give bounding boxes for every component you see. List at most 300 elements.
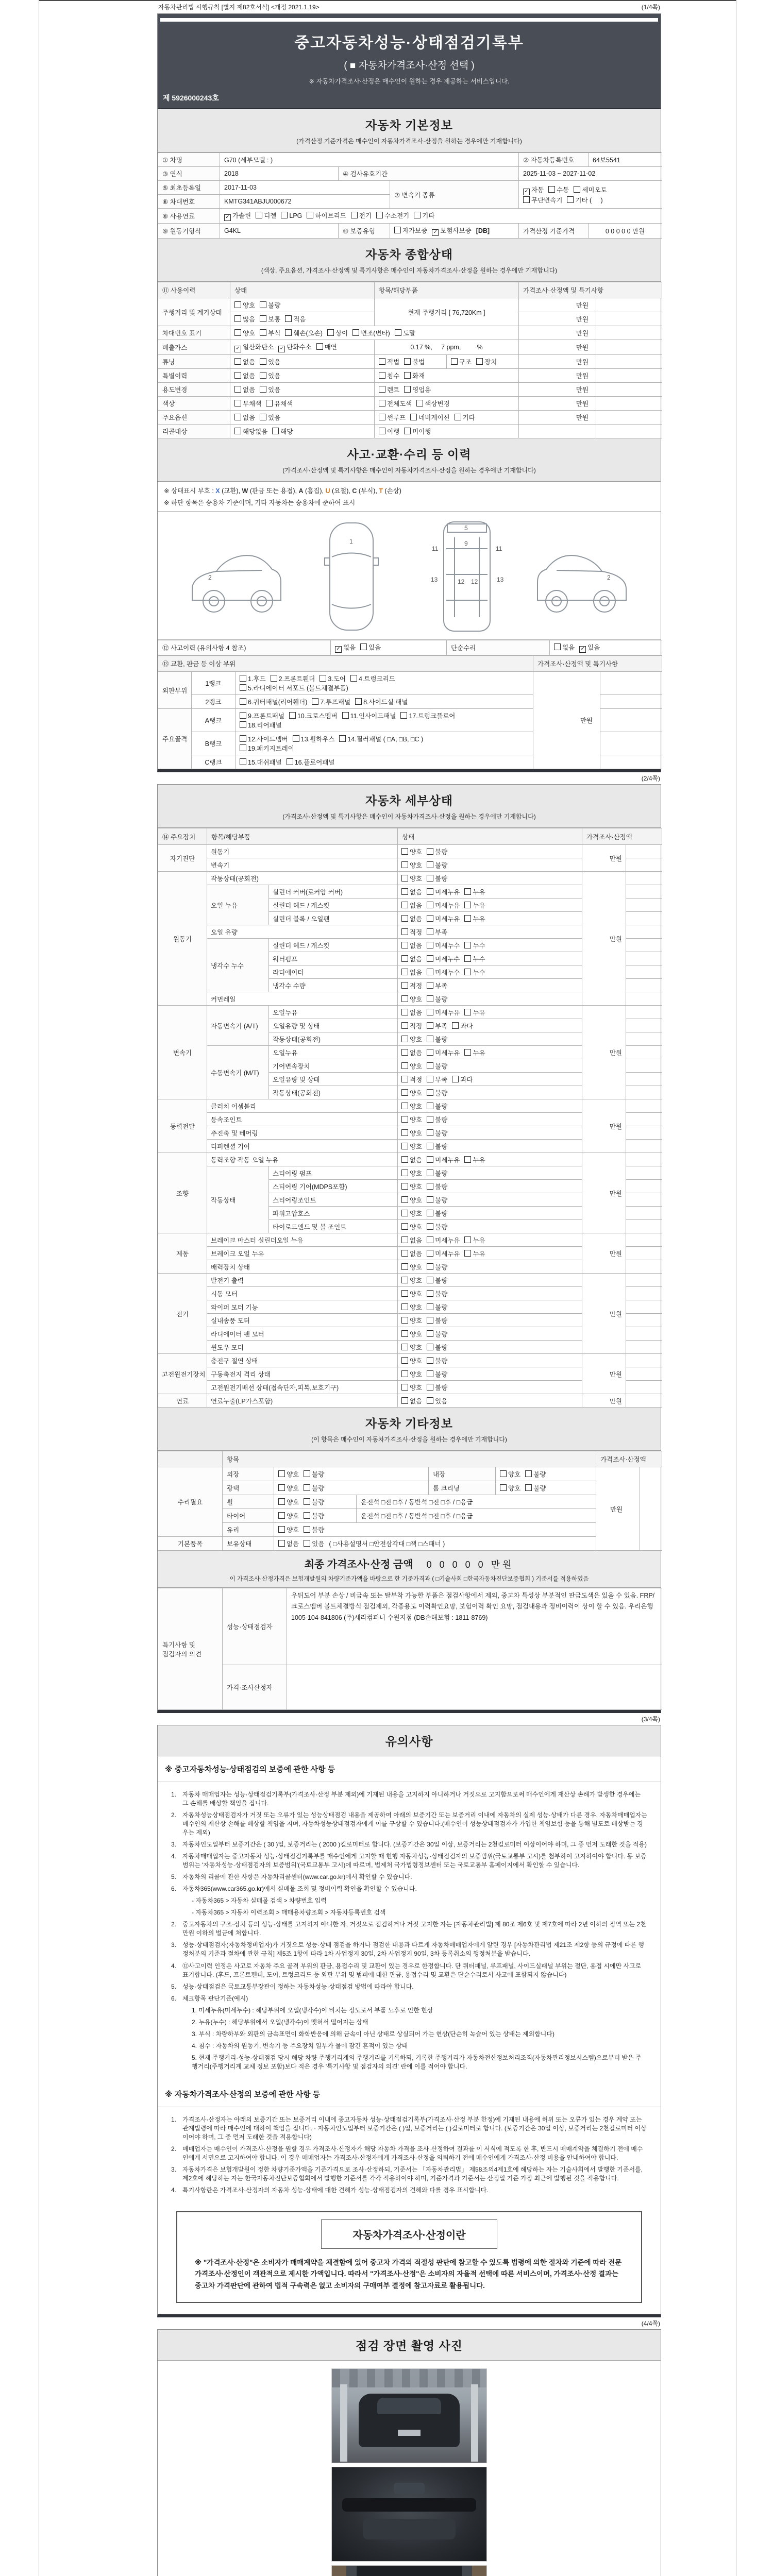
checkbox-영업용[interactable]: 영업용 bbox=[404, 385, 431, 394]
checkbox-불량[interactable]: 불량 bbox=[427, 1343, 447, 1352]
checkbox-누수[interactable]: 누수 bbox=[464, 954, 485, 963]
checkbox-적정[interactable]: 적정 bbox=[401, 927, 422, 937]
part-name: 브레이크 오일 누유 bbox=[207, 1247, 398, 1260]
price-cell[interactable]: 만원 bbox=[519, 340, 596, 355]
notes-cell[interactable] bbox=[596, 425, 662, 438]
notes-cell[interactable] bbox=[626, 1032, 662, 1046]
price-cell[interactable]: 만원 bbox=[519, 411, 596, 425]
checkbox-불량[interactable]: 불량 bbox=[427, 1356, 447, 1365]
checkbox-불량[interactable]: 불량 bbox=[427, 1128, 447, 1138]
checkbox-불량[interactable]: 불량 bbox=[427, 1195, 447, 1205]
checkbox-양호[interactable]: 양호 bbox=[401, 847, 422, 856]
checkbox-과다[interactable]: 과다 bbox=[452, 1021, 473, 1030]
checkbox-양호[interactable]: 양호 bbox=[401, 1356, 422, 1365]
checkbox-양호[interactable]: 양호 bbox=[500, 1483, 520, 1493]
checkbox-불량[interactable]: 불량 bbox=[304, 1525, 324, 1534]
checkbox-8.사이드실 패널[interactable]: 8.사이드실 패널 bbox=[355, 697, 408, 706]
document-subtitle: ( ■ 자동차가격조사·산정 선택 ) bbox=[344, 60, 475, 71]
checkbox-양호[interactable]: 양호 bbox=[401, 1128, 422, 1138]
checkbox-양호[interactable]: 양호 bbox=[401, 1222, 422, 1231]
checkbox-불량[interactable]: 불량 bbox=[427, 1035, 447, 1044]
notes-cell[interactable] bbox=[596, 369, 662, 383]
checkbox-18.리어패널[interactable]: 18.리어패널 bbox=[240, 720, 282, 730]
checkbox-수소전기[interactable]: 수소전기 bbox=[376, 211, 409, 220]
inspection-photo-3[interactable] bbox=[331, 2565, 487, 2576]
notes-cell[interactable] bbox=[626, 1394, 662, 1408]
notes-cell[interactable] bbox=[626, 925, 662, 939]
checkbox-불량[interactable]: 불량 bbox=[304, 1511, 324, 1520]
notes-cell[interactable] bbox=[626, 992, 662, 1006]
checkbox-장치[interactable]: 장치 bbox=[476, 357, 497, 366]
checkbox-불량[interactable]: 불량 bbox=[427, 874, 447, 883]
notes-cell[interactable] bbox=[600, 732, 662, 755]
car-side-right-diagram[interactable] bbox=[531, 517, 634, 636]
car-name-value[interactable]: G70 (세부모델 : ) bbox=[220, 153, 519, 167]
notes-cell[interactable] bbox=[626, 1180, 662, 1193]
checkbox-없음[interactable]: 없음 bbox=[401, 914, 422, 923]
price-cell[interactable]: 만원 bbox=[533, 672, 600, 769]
checkbox-6.쿼터패널(리어휀더)[interactable]: 6.쿼터패널(리어휀더) bbox=[240, 697, 307, 706]
emission-values[interactable]: 0.17 %, 7 ppm, % bbox=[375, 340, 519, 355]
checkbox-보통[interactable]: 보통 bbox=[260, 314, 280, 324]
checkbox-하이브리드[interactable]: 하이브리드 bbox=[307, 211, 346, 220]
checkbox-있음[interactable]: 있음 bbox=[260, 413, 280, 422]
checkbox-자가보증[interactable]: 자가보증 bbox=[394, 226, 427, 235]
car-side-left-diagram[interactable] bbox=[184, 517, 288, 636]
notes-cell[interactable] bbox=[626, 979, 662, 992]
checkbox-5.라디에이터 서포트 (볼트체결부품)[interactable]: 5.라디에이터 서포트 (볼트체결부품) bbox=[240, 683, 348, 692]
checkbox-불량[interactable]: 불량 bbox=[427, 1316, 447, 1325]
checkbox-불량[interactable]: 불량 bbox=[427, 1088, 447, 1097]
checkbox-탄화수소[interactable]: ✓ 탄화수소 bbox=[278, 342, 311, 352]
notes-cell[interactable] bbox=[600, 755, 662, 769]
notes-cell[interactable] bbox=[626, 1019, 662, 1032]
price-cell[interactable]: 만원 bbox=[519, 355, 596, 369]
year-value[interactable]: 2018 bbox=[220, 167, 339, 181]
checkbox-불량[interactable]: 불량 bbox=[427, 1262, 447, 1272]
checkbox-미세누유[interactable]: 미세누유 bbox=[427, 1235, 460, 1245]
checkbox-부족[interactable]: 부족 bbox=[427, 927, 447, 937]
checkbox-있음[interactable]: 있음 bbox=[427, 1396, 447, 1405]
part-name: 작동상태(공회전) bbox=[269, 1086, 398, 1099]
checkbox-불량[interactable]: 불량 bbox=[427, 1101, 447, 1111]
price-cell[interactable]: 만원 bbox=[582, 1394, 626, 1408]
notes-cell[interactable] bbox=[626, 885, 662, 899]
checkbox-양호[interactable]: 양호 bbox=[278, 1511, 299, 1520]
checkbox-없음[interactable]: 없음 bbox=[401, 968, 422, 977]
checkbox-양호[interactable]: 양호 bbox=[278, 1497, 299, 1506]
checkbox-적음[interactable]: 적음 bbox=[285, 314, 306, 324]
price-cell[interactable]: 만원 bbox=[582, 1354, 626, 1394]
price-cell[interactable]: 만원 bbox=[582, 872, 626, 1006]
checkbox-있음[interactable]: 있음 bbox=[360, 642, 381, 652]
checkbox-누유[interactable]: 누유 bbox=[464, 1048, 485, 1057]
checkbox-기타 ( )[interactable]: 기타 ( ) bbox=[567, 195, 602, 205]
checkbox-양호[interactable]: 양호 bbox=[401, 1061, 422, 1071]
checkbox-무채색[interactable]: 무채색 bbox=[234, 399, 261, 408]
notes-cell[interactable] bbox=[626, 1086, 662, 1099]
checkbox-없음[interactable]: 없음 bbox=[401, 887, 422, 896]
notes-cell[interactable] bbox=[626, 1099, 662, 1113]
notes-cell[interactable] bbox=[626, 1166, 662, 1180]
checkbox-누수[interactable]: 누수 bbox=[464, 941, 485, 950]
checkbox-없음[interactable]: 없음 bbox=[401, 1048, 422, 1057]
checkbox-LPG[interactable]: LPG bbox=[281, 212, 302, 219]
checkbox-누유[interactable]: 누유 bbox=[464, 887, 485, 896]
vin-mark-label: 차대번호 표기 bbox=[158, 326, 230, 340]
notes-cell[interactable] bbox=[626, 1046, 662, 1059]
engine-type-value[interactable]: G4KL bbox=[220, 224, 339, 239]
checkbox-불법[interactable]: 불법 bbox=[404, 357, 425, 366]
notes-cell[interactable] bbox=[626, 1233, 662, 1247]
checkbox-불량[interactable]: 불량 bbox=[427, 1182, 447, 1191]
notes-cell[interactable] bbox=[626, 1367, 662, 1381]
inspection-photo-2[interactable] bbox=[331, 2467, 487, 2562]
checkbox-없음[interactable]: 없음 bbox=[401, 1155, 422, 1164]
price-cell[interactable]: 만원 bbox=[582, 1006, 626, 1099]
notes-cell[interactable] bbox=[626, 952, 662, 965]
price-cell[interactable]: 만원 bbox=[582, 845, 626, 872]
checkbox-불량[interactable]: 불량 bbox=[427, 1329, 447, 1338]
checkbox-불량[interactable]: 불량 bbox=[427, 860, 447, 870]
notes-cell[interactable] bbox=[626, 1006, 662, 1019]
checkbox-무단변속기[interactable]: 무단변속기 bbox=[523, 195, 562, 205]
checkbox-양호[interactable]: 양호 bbox=[401, 1262, 422, 1272]
notes-cell[interactable] bbox=[626, 1247, 662, 1260]
appraiser-opinion[interactable] bbox=[287, 1665, 662, 1710]
checkbox-미세누유[interactable]: 미세누유 bbox=[427, 1048, 460, 1057]
notes-cell[interactable] bbox=[626, 1314, 662, 1327]
checkbox-미세누유[interactable]: 미세누유 bbox=[427, 1249, 460, 1258]
checkbox-양호[interactable]: 양호 bbox=[401, 994, 422, 1004]
final-price-value[interactable]: 0 0 0 0 0 만원 bbox=[426, 1560, 514, 1570]
checkbox-양호[interactable]: 양호 bbox=[401, 1316, 422, 1325]
checkbox-세미오토[interactable]: 세미오토 bbox=[574, 185, 607, 194]
checkbox-전체도색[interactable]: 전체도색 bbox=[379, 399, 412, 408]
checkbox-전기[interactable]: 전기 bbox=[351, 211, 372, 220]
checkbox-15.대쉬패널[interactable]: 15.대쉬패널 bbox=[240, 757, 282, 767]
checkbox-양호[interactable]: 양호 bbox=[234, 328, 255, 337]
checkbox-14.필러패널 ( □A, □B, □C )[interactable]: 14.필러패널 ( □A, □B, □C ) bbox=[339, 734, 423, 743]
checkbox-미세누유[interactable]: 미세누유 bbox=[427, 1008, 460, 1017]
checkbox-불량[interactable]: 불량 bbox=[427, 847, 447, 856]
notes-cell[interactable] bbox=[626, 1153, 662, 1166]
notes-cell[interactable] bbox=[626, 899, 662, 912]
checkbox-양호[interactable]: 양호 bbox=[278, 1469, 299, 1479]
checkbox-도말[interactable]: 도말 bbox=[395, 328, 415, 337]
checkbox-침수[interactable]: 침수 bbox=[379, 371, 399, 380]
checkbox-양호[interactable]: 양호 bbox=[401, 1276, 422, 1285]
checkbox-미세누유[interactable]: 미세누유 bbox=[427, 1155, 460, 1164]
checkbox-없음[interactable]: 없음 bbox=[401, 1008, 422, 1017]
checkbox-미세누수[interactable]: 미세누수 bbox=[427, 968, 460, 977]
checkbox-부족[interactable]: 부족 bbox=[427, 981, 447, 990]
checkbox-있음[interactable]: ✓ 있음 bbox=[579, 642, 600, 653]
checkbox-누유[interactable]: 누유 bbox=[464, 914, 485, 923]
checkbox-누유[interactable]: 누유 bbox=[464, 1235, 485, 1245]
notes-cell[interactable] bbox=[640, 1467, 662, 1551]
checkbox-미세누유[interactable]: 미세누유 bbox=[427, 901, 460, 910]
checkbox-양호[interactable]: 양호 bbox=[278, 1483, 299, 1493]
checkbox-적정[interactable]: 적정 bbox=[401, 981, 422, 990]
checkbox-미세누유[interactable]: 미세누유 bbox=[427, 887, 460, 896]
checkbox-적정[interactable]: 적정 bbox=[401, 1021, 422, 1030]
checkbox-적정[interactable]: 적정 bbox=[401, 1075, 422, 1084]
checkbox-과다[interactable]: 과다 bbox=[452, 1075, 473, 1084]
checkbox-불량[interactable]: 불량 bbox=[525, 1483, 546, 1493]
notes-cell[interactable] bbox=[626, 912, 662, 925]
checkbox-양호[interactable]: 양호 bbox=[234, 300, 255, 310]
checkbox-양호[interactable]: 양호 bbox=[401, 1209, 422, 1218]
checkbox-양호[interactable]: 양호 bbox=[401, 1369, 422, 1379]
checkbox-없음[interactable]: 없음 bbox=[401, 1249, 422, 1258]
checkbox-없음[interactable]: 없음 bbox=[234, 357, 255, 366]
checkbox-양호[interactable]: 양호 bbox=[401, 860, 422, 870]
checkbox-양호[interactable]: 양호 bbox=[500, 1469, 520, 1479]
checkbox-불량[interactable]: 불량 bbox=[427, 1276, 447, 1285]
checkbox-디젤[interactable]: 디젤 bbox=[256, 211, 276, 220]
checkbox-부족[interactable]: 부족 bbox=[427, 1021, 447, 1030]
checkbox-해당없음[interactable]: 해당없음 bbox=[234, 427, 267, 436]
price-cell[interactable]: 만원 bbox=[519, 397, 596, 411]
section-title: 자동차 종합상태 bbox=[365, 248, 453, 261]
checkbox-매연[interactable]: 매연 bbox=[316, 342, 337, 351]
reg-no-value[interactable]: 64보5541 bbox=[589, 153, 662, 167]
checkbox-썬루프[interactable]: 썬루프 bbox=[379, 413, 406, 422]
current-mileage[interactable]: 현재 주행거리 [ 76,720Km ] bbox=[375, 298, 519, 326]
checkbox-불량[interactable]: 불량 bbox=[427, 1168, 447, 1178]
first-reg-value[interactable]: 2017-11-03 bbox=[220, 181, 390, 195]
notes-cell[interactable] bbox=[626, 1193, 662, 1207]
price-cell[interactable]: 만원 bbox=[582, 1233, 626, 1274]
notes-cell[interactable] bbox=[626, 1287, 662, 1300]
price-cell[interactable] bbox=[519, 425, 596, 438]
checkbox-미세누수[interactable]: 미세누수 bbox=[427, 954, 460, 963]
car-top-diagram[interactable] bbox=[300, 517, 403, 636]
checkbox-네비게이션[interactable]: 네비게이션 bbox=[410, 413, 449, 422]
checkbox-불량[interactable]: 불량 bbox=[427, 1142, 447, 1151]
checkbox-변조(변타)[interactable]: 변조(변타) bbox=[352, 328, 390, 337]
notes-cell[interactable] bbox=[626, 1207, 662, 1220]
checkbox-16.플로어패널[interactable]: 16.플로어패널 bbox=[287, 757, 335, 767]
checkbox-2.프론트휀더[interactable]: 2.프론트휀더 bbox=[271, 674, 315, 683]
checkbox-누수[interactable]: 누수 bbox=[464, 968, 485, 977]
notes-cell[interactable] bbox=[596, 411, 662, 425]
notes-cell[interactable] bbox=[626, 872, 662, 885]
notes-cell[interactable] bbox=[626, 1381, 662, 1394]
checkbox-양호[interactable]: 양호 bbox=[401, 874, 422, 883]
checkbox-유채색[interactable]: 유채색 bbox=[266, 399, 293, 408]
notes-cell[interactable] bbox=[626, 1220, 662, 1233]
notes-cell[interactable] bbox=[626, 1140, 662, 1153]
checkbox-누유[interactable]: 누유 bbox=[464, 1008, 485, 1017]
notice-item: 1. 자동차 매매업자는 성능·상태점검기록부(가격조사·산정 부분 제외)에 기재된 내용을 고지하지 아니하거나 거짓으로 고지함으로써 매수인에게 재산상 손해가 발생한 경우에는 그 손해를 배상할 책임을 집니다. bbox=[171, 1791, 641, 1807]
price-cell[interactable]: 만원 bbox=[582, 1099, 626, 1153]
notes-cell[interactable] bbox=[626, 845, 662, 858]
notes-cell[interactable] bbox=[600, 709, 662, 732]
checkbox-없음[interactable]: 없음 bbox=[234, 413, 255, 422]
checkbox-17.트렁크플로어[interactable]: 17.트렁크플로어 bbox=[400, 711, 455, 720]
checkbox-화재[interactable]: 화재 bbox=[404, 371, 425, 380]
checkbox-양호[interactable]: 양호 bbox=[401, 1302, 422, 1312]
checkbox-양호[interactable]: 양호 bbox=[278, 1525, 299, 1534]
price-cell[interactable]: 만원 bbox=[519, 369, 596, 383]
vin-value[interactable]: KMTG341ABJU000672 bbox=[220, 195, 390, 209]
checkbox-3.도어[interactable]: 3.도어 bbox=[320, 674, 346, 683]
notes-cell[interactable] bbox=[626, 1354, 662, 1367]
notes-cell[interactable] bbox=[626, 939, 662, 952]
checkbox-훼손(오손)[interactable]: 훼손(오손) bbox=[285, 328, 323, 337]
checkbox-없음[interactable]: 없음 bbox=[401, 1396, 422, 1405]
checkbox-미이행[interactable]: 미이행 bbox=[404, 427, 431, 436]
notes-cell[interactable] bbox=[626, 1059, 662, 1073]
checkbox-양호[interactable]: 양호 bbox=[401, 1195, 422, 1205]
notes-cell[interactable] bbox=[600, 695, 662, 709]
checkbox-누유[interactable]: 누유 bbox=[464, 901, 485, 910]
checkbox-양호[interactable]: 양호 bbox=[401, 1168, 422, 1178]
checkbox-부식[interactable]: 부식 bbox=[260, 328, 280, 337]
inspector-opinion[interactable]: 우뒤도어 부분 손상 / 비금속 또는 탈부착 가능한 부품은 점검사항에서 제외, 중고차 특성상 부분적인 판금도색은 있을 수 있음. FRP/크로스멤버 볼트체결방식 점검제외, 각종용도 이력확인요망, 보험이력 확인 요망, 점검내용과 정비이력이 상이 할 수 있음. 우리은행 1005-104-841806 (주)세라컴퍼니 수원지점 (DB손해보험 : 1811-8769) bbox=[287, 1588, 662, 1665]
checkbox-없음[interactable]: 없음 bbox=[554, 642, 575, 652]
checkbox-자동[interactable]: ✓ 자동 bbox=[523, 185, 544, 195]
checkbox-11.인사이드패널[interactable]: 11.인사이드패널 bbox=[342, 711, 396, 720]
checkbox-9.프론트패널[interactable]: 9.프론트패널 bbox=[240, 711, 284, 720]
checkbox-없음[interactable]: 없음 bbox=[278, 1539, 299, 1548]
checkbox-색상변경[interactable]: 색상변경 bbox=[416, 399, 449, 408]
checkbox-불량[interactable]: 불량 bbox=[525, 1469, 546, 1479]
checkbox-12.사이드멤버[interactable]: 12.사이드멤버 bbox=[240, 734, 288, 743]
checkbox-미세누수[interactable]: 미세누수 bbox=[427, 941, 460, 950]
notes-cell[interactable] bbox=[596, 312, 662, 326]
tire-label: 타이어 bbox=[223, 1509, 274, 1523]
checkbox-없음[interactable]: 없음 bbox=[401, 901, 422, 910]
checkbox-구조[interactable]: 구조 bbox=[451, 357, 472, 366]
price-cell[interactable]: 만원 bbox=[582, 1153, 626, 1233]
checkbox-기타[interactable]: 기타 bbox=[414, 211, 434, 220]
checkbox-일산화탄소[interactable]: ✓ 일산화탄소 bbox=[234, 342, 274, 352]
notes-cell[interactable] bbox=[626, 1300, 662, 1314]
notes-cell[interactable] bbox=[596, 397, 662, 411]
checkbox-10.크로스멤버[interactable]: 10.크로스멤버 bbox=[289, 711, 338, 720]
notes-cell[interactable] bbox=[626, 1327, 662, 1341]
checkbox-없음[interactable]: 없음 bbox=[234, 385, 255, 394]
checkbox-양호[interactable]: 양호 bbox=[401, 1383, 422, 1392]
notes-cell[interactable] bbox=[626, 965, 662, 979]
price-cell[interactable]: 만원 bbox=[519, 312, 596, 326]
notes-cell[interactable] bbox=[626, 1113, 662, 1126]
checkbox-1.후드[interactable]: 1.후드 bbox=[240, 674, 266, 683]
checkbox-불량[interactable]: 불량 bbox=[427, 1302, 447, 1312]
checkbox-없음[interactable]: 없음 bbox=[401, 941, 422, 950]
checkbox-19.패키지트레이[interactable]: 19.패키지트레이 bbox=[240, 743, 294, 753]
checkbox-있음[interactable]: 있음 bbox=[304, 1539, 324, 1548]
checkbox-불량[interactable]: 불량 bbox=[260, 300, 280, 310]
checkbox-불량[interactable]: 불량 bbox=[427, 1369, 447, 1379]
checkbox-불량[interactable]: 불량 bbox=[427, 1289, 447, 1298]
checkbox-있음[interactable]: 있음 bbox=[260, 371, 280, 380]
checkbox-있음[interactable]: 있음 bbox=[260, 385, 280, 394]
base-price-value[interactable]: 0 0 0 0 0 만원 bbox=[589, 224, 662, 239]
checkbox-불량[interactable]: 불량 bbox=[427, 994, 447, 1004]
checkbox-누유[interactable]: 누유 bbox=[464, 1249, 485, 1258]
checkbox-수동[interactable]: 수동 bbox=[548, 185, 569, 194]
checkbox-양호[interactable]: 양호 bbox=[401, 1088, 422, 1097]
checkbox-이행[interactable]: 이행 bbox=[379, 427, 399, 436]
notes-cell[interactable] bbox=[626, 858, 662, 872]
price-cell[interactable]: 만원 bbox=[519, 298, 596, 312]
checkbox-불량[interactable]: 불량 bbox=[427, 1222, 447, 1231]
section-title: 자동차 기타정보 bbox=[365, 1417, 453, 1430]
checkbox-양호[interactable]: 양호 bbox=[401, 1142, 422, 1151]
checkbox-7.루프패널[interactable]: 7.루프패널 bbox=[312, 697, 350, 706]
checkbox-부족[interactable]: 부족 bbox=[427, 1075, 447, 1084]
checkbox-없음[interactable]: ✓ 없음 bbox=[335, 642, 356, 653]
checkbox-상이[interactable]: 상이 bbox=[327, 328, 348, 337]
checkbox-양호[interactable]: 양호 bbox=[401, 1182, 422, 1191]
checkbox-불량[interactable]: 불량 bbox=[304, 1497, 324, 1506]
checkbox-해당[interactable]: 해당 bbox=[272, 427, 293, 436]
notes-cell[interactable] bbox=[626, 1341, 662, 1354]
checkbox-양호[interactable]: 양호 bbox=[401, 1101, 422, 1111]
notes-cell[interactable] bbox=[596, 298, 662, 312]
checkbox-양호[interactable]: 양호 bbox=[401, 1343, 422, 1352]
checkbox-4.트렁크리드[interactable]: 4.트렁크리드 bbox=[350, 674, 395, 683]
notes-cell[interactable] bbox=[596, 326, 662, 340]
checkbox-미세누유[interactable]: 미세누유 bbox=[427, 914, 460, 923]
checkbox-양호[interactable]: 양호 bbox=[401, 1329, 422, 1338]
checkbox-많음[interactable]: 많음 bbox=[234, 314, 255, 324]
checkbox-렌트[interactable]: 렌트 bbox=[379, 385, 399, 394]
checkbox-보험사보증[interactable]: ✓ 보험사보증 bbox=[432, 226, 471, 236]
inspection-value[interactable]: 2025-11-03 ~ 2027-11-02 bbox=[519, 167, 662, 181]
notes-cell[interactable] bbox=[626, 1260, 662, 1274]
checkbox-불량[interactable]: 불량 bbox=[304, 1483, 324, 1493]
notes-cell[interactable] bbox=[626, 1073, 662, 1086]
checkbox-양호[interactable]: 양호 bbox=[401, 1115, 422, 1124]
checkbox-가솔린[interactable]: ✓ 가솔린 bbox=[224, 211, 251, 221]
inspection-photo-1[interactable] bbox=[331, 2368, 487, 2463]
checkbox-양호[interactable]: 양호 bbox=[401, 1035, 422, 1044]
checkbox-양호[interactable]: 양호 bbox=[401, 1289, 422, 1298]
price-cell[interactable]: 만원 bbox=[519, 383, 596, 397]
notes-cell[interactable] bbox=[626, 1126, 662, 1140]
car-underbody-diagram[interactable] bbox=[415, 517, 518, 636]
checkbox-불량[interactable]: 불량 bbox=[304, 1469, 324, 1479]
price-cell[interactable]: 만원 bbox=[519, 326, 596, 340]
notes-cell[interactable] bbox=[596, 340, 662, 355]
checkbox-누유[interactable]: 누유 bbox=[464, 1155, 485, 1164]
checkbox-기타[interactable]: 기타 bbox=[455, 413, 475, 422]
notes-cell[interactable] bbox=[626, 1274, 662, 1287]
checkbox-없음[interactable]: 없음 bbox=[401, 954, 422, 963]
notes-cell[interactable] bbox=[600, 672, 662, 695]
price-cell[interactable]: 만원 bbox=[582, 1274, 626, 1354]
state-options bbox=[398, 1193, 582, 1207]
checkbox-불량[interactable]: 불량 bbox=[427, 1383, 447, 1392]
notes-cell[interactable] bbox=[596, 383, 662, 397]
cleaning-label: 룸 크리닝 bbox=[429, 1481, 496, 1495]
checkbox-불량[interactable]: 불량 bbox=[427, 1061, 447, 1071]
notes-cell[interactable] bbox=[596, 355, 662, 369]
checkbox-불량[interactable]: 불량 bbox=[427, 1209, 447, 1218]
checkbox-13.휠하우스[interactable]: 13.휠하우스 bbox=[293, 734, 335, 743]
checkbox-불량[interactable]: 불량 bbox=[427, 1115, 447, 1124]
checkbox-있음[interactable]: 있음 bbox=[260, 357, 280, 366]
checkbox-없음[interactable]: 없음 bbox=[234, 371, 255, 380]
price-cell[interactable]: 만원 bbox=[596, 1467, 640, 1551]
checkbox-적법[interactable]: 적법 bbox=[379, 357, 399, 366]
checkbox-없음[interactable]: 없음 bbox=[401, 1235, 422, 1245]
